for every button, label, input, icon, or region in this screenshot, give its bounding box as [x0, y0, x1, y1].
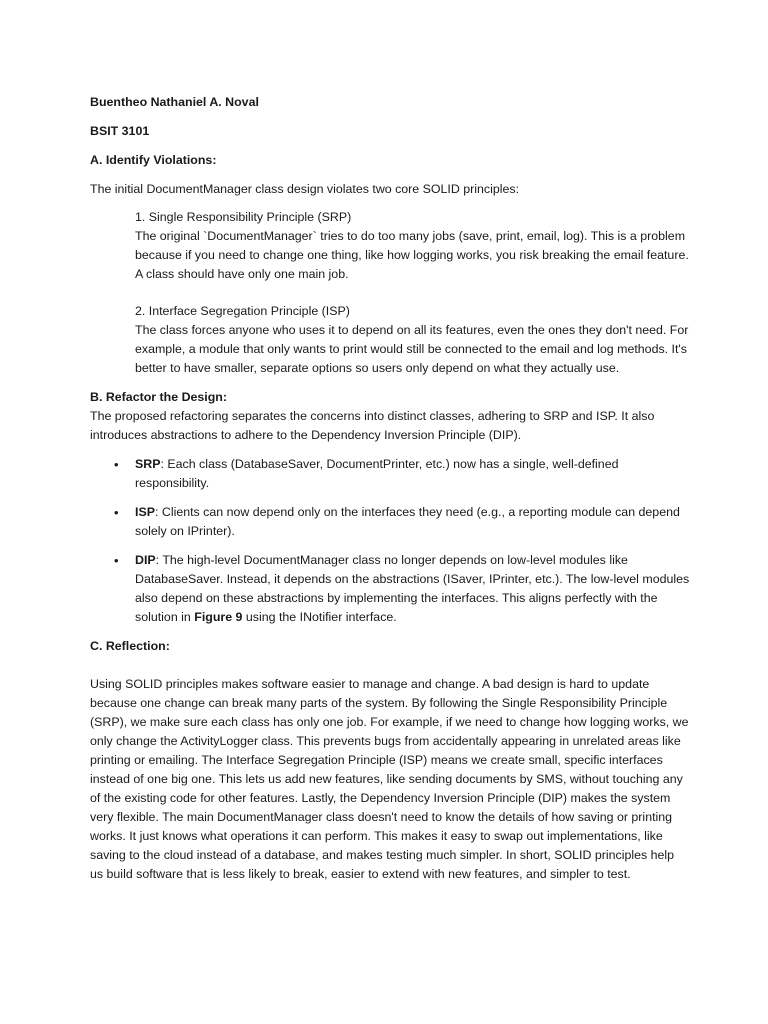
srp-body: The original `DocumentManager` tries to do too many jobs (save, print, email, log). This is a problem because if you need to change one thing, like how logging works, you risk breaking the email feature. A class should have only one main job. [135, 229, 689, 281]
bullet-text: : The high-level DocumentManager class no longer depends on low-level modules like DatabaseSaver. Instead, it depends on the abstractions (ISaver, IPrinter, etc.). The low-level modules also depend on these abstractions by implementing the interfaces. This aligns perfectly with the solution in [135, 553, 690, 624]
bullet-icon: • [114, 457, 119, 472]
violations-intro: The initial DocumentManager class design violates two core SOLID principles: [90, 182, 520, 196]
class-section: BSIT 3101 [90, 124, 150, 138]
reflection-body: Using SOLID principles makes software easier to manage and change. A bad design is hard to update because one change can break many parts of the system. By following the Single Responsibility Principle (SRP), we make sure each class has only one job. For example, if we need to change how logging works, we only change the ActivityLogger class. This prevents bugs from accidentally appearing in unrelated areas like printing or emailing. The Interface Segregation Principle (ISP) means we create small, specific interfaces instead of one big one. This lets us add new features, like sending documents by SMS, without touching any of the existing code for other features. Lastly, the Dependency Inversion Principle (DIP) makes the system very flexible. The main DocumentManager class doesn't need to know the details of how saving or printing works. It just knows what operations it can perform. This makes it easy to swap out implementations, like saving to the cloud instead of a database, and makes testing much simpler. In short, SOLID principles help us build software that is less likely to break, easier to extend with new features, and simpler to test. [90, 677, 689, 881]
author-name: Buentheo Nathaniel A. Noval [90, 95, 259, 109]
violations-list [135, 208, 690, 378]
heading-refactor-design: B. Refactor the Design: [90, 390, 228, 404]
principles-bullet-list [90, 455, 690, 627]
bullet-text-tail: using the INotifier interface. [242, 610, 397, 624]
bullet-dip [90, 551, 690, 627]
refactor-intro: The proposed refactoring separates the concerns into distinct classes, adhering to SRP and ISP. It also introduces abstractions to adhere to the Dependency Inversion Principle (DIP). [90, 409, 655, 442]
bullet-term: SRP [135, 457, 161, 471]
isp-body: The class forces anyone who uses it to depend on all its features, even the ones they don't need. For example, a module that only wants to print would still be connected to the email and log methods. It's better to have smaller, separate options so users only depend on what they actually use. [135, 323, 689, 375]
bullet-text: : Clients can now depend only on the interfaces they need (e.g., a reporting module can depend solely on IPrinter). [135, 505, 680, 538]
bullet-icon: • [114, 505, 119, 520]
heading-reflection: C. Reflection: [90, 639, 170, 653]
bullet-term: DIP [135, 553, 156, 567]
bullet-icon: • [114, 553, 119, 568]
heading-identify-violations: A. Identify Violations: [90, 153, 217, 167]
srp-title: 1. Single Responsibility Principle (SRP) [135, 210, 352, 224]
figure-reference: Figure 9 [194, 610, 243, 624]
bullet-term: ISP [135, 505, 155, 519]
bullet-isp [90, 503, 690, 541]
isp-title: 2. Interface Segregation Principle (ISP) [135, 304, 350, 318]
bullet-text: : Each class (DatabaseSaver, DocumentPrinter, etc.) now has a single, well-defined responsibility. [135, 457, 619, 490]
bullet-srp [90, 455, 690, 493]
